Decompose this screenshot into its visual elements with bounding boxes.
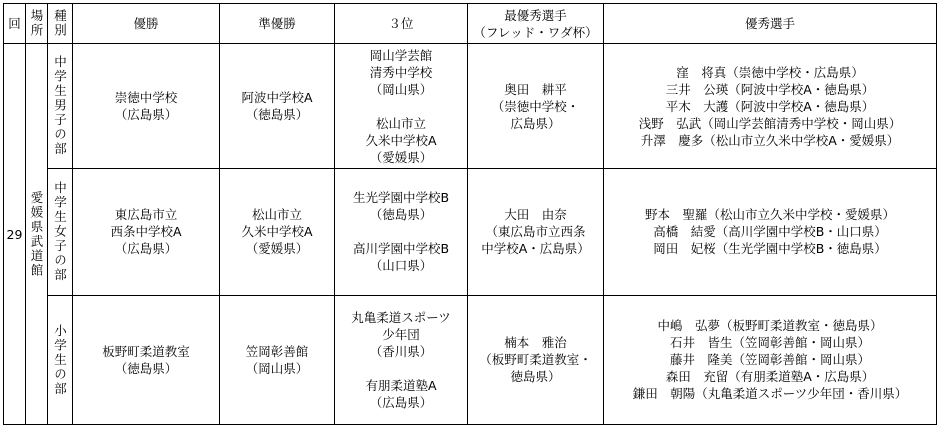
header-basho: 場所 (26, 4, 48, 44)
winner-cell: 崇徳中学校 （広島県） (73, 44, 220, 169)
mvp-cell: 楠本 雅治 （板野町柔道教室・ 徳島県） (468, 295, 604, 424)
excellent-cell: 中嶋 弘夢（板野町柔道教室・徳島県） 石井 皆生（笠岡彰善館・岡山県） 藤井 隆美（笠岡彰善館・岡山県） 森田 充留（有朋柔道塾A・広島県） 鎌田 朝陽（丸亀柔道スポーツ少年団・香川県） (604, 295, 937, 424)
results-table (3, 3, 937, 425)
runner-up-cell: 阿波中学校A （徳島県） (220, 44, 335, 169)
runner-up-cell: 松山市立 久米中学校A （愛媛県） (220, 169, 335, 295)
category-cell: 中学生男子の部 (48, 44, 73, 169)
third-cell: 岡山学芸館 清秀中学校 （岡山県） 松山市立 久米中学校A （愛媛県） (335, 44, 468, 169)
table-row (4, 169, 937, 295)
header-kai: 回 (4, 4, 26, 44)
header-junyusho: 準優勝 (220, 4, 335, 44)
header-yusho: 優勝 (73, 4, 220, 44)
kai-number: 29 (4, 44, 26, 425)
third-cell: 丸亀柔道スポーツ 少年団 （香川県） 有朋柔道塾A （広島県） (335, 295, 468, 424)
category-cell: 中学生女子の部 (48, 169, 73, 295)
header-excellent: 優秀選手 (604, 4, 937, 44)
excellent-cell: 野本 聖羅（松山市立久米中学校・愛媛県） 高橋 結愛（高川学園中学校B・山口県） 岡田 妃桜（生光学園中学校B・徳島県） (604, 169, 937, 295)
third-cell: 生光学園中学校B （徳島県） 高川学園中学校B （山口県） (335, 169, 468, 295)
mvp-cell: 奥田 耕平 （崇徳中学校・ 広島県） (468, 44, 604, 169)
table-row (4, 44, 937, 169)
mvp-cell: 大田 由奈 （東広島市立西条 中学校A・広島県） (468, 169, 604, 295)
header-shubetsu: 種別 (48, 4, 73, 44)
excellent-cell: 窪 将真（崇徳中学校・広島県） 三井 公瑛（阿波中学校A・徳島県） 平木 大護（阿波中学校A・徳島県） 浅野 弘武（岡山学芸館清秀中学校・岡山県） 升澤 慶多（松山市立久米中学校A・愛媛県） (604, 44, 937, 169)
header-mvp: 最優秀選手 （フレッド・ワダ杯） (468, 4, 604, 44)
table-row (4, 295, 937, 424)
winner-cell: 東広島市立 西条中学校A （広島県） (73, 169, 220, 295)
category-cell: 小学生の部 (48, 295, 73, 424)
header-sani: ３位 (335, 4, 468, 44)
winner-cell: 板野町柔道教室 （徳島県） (73, 295, 220, 424)
runner-up-cell: 笠岡彰善館 （岡山県） (220, 295, 335, 424)
venue: 愛媛県武道館 (26, 44, 48, 425)
header-row (4, 4, 937, 44)
